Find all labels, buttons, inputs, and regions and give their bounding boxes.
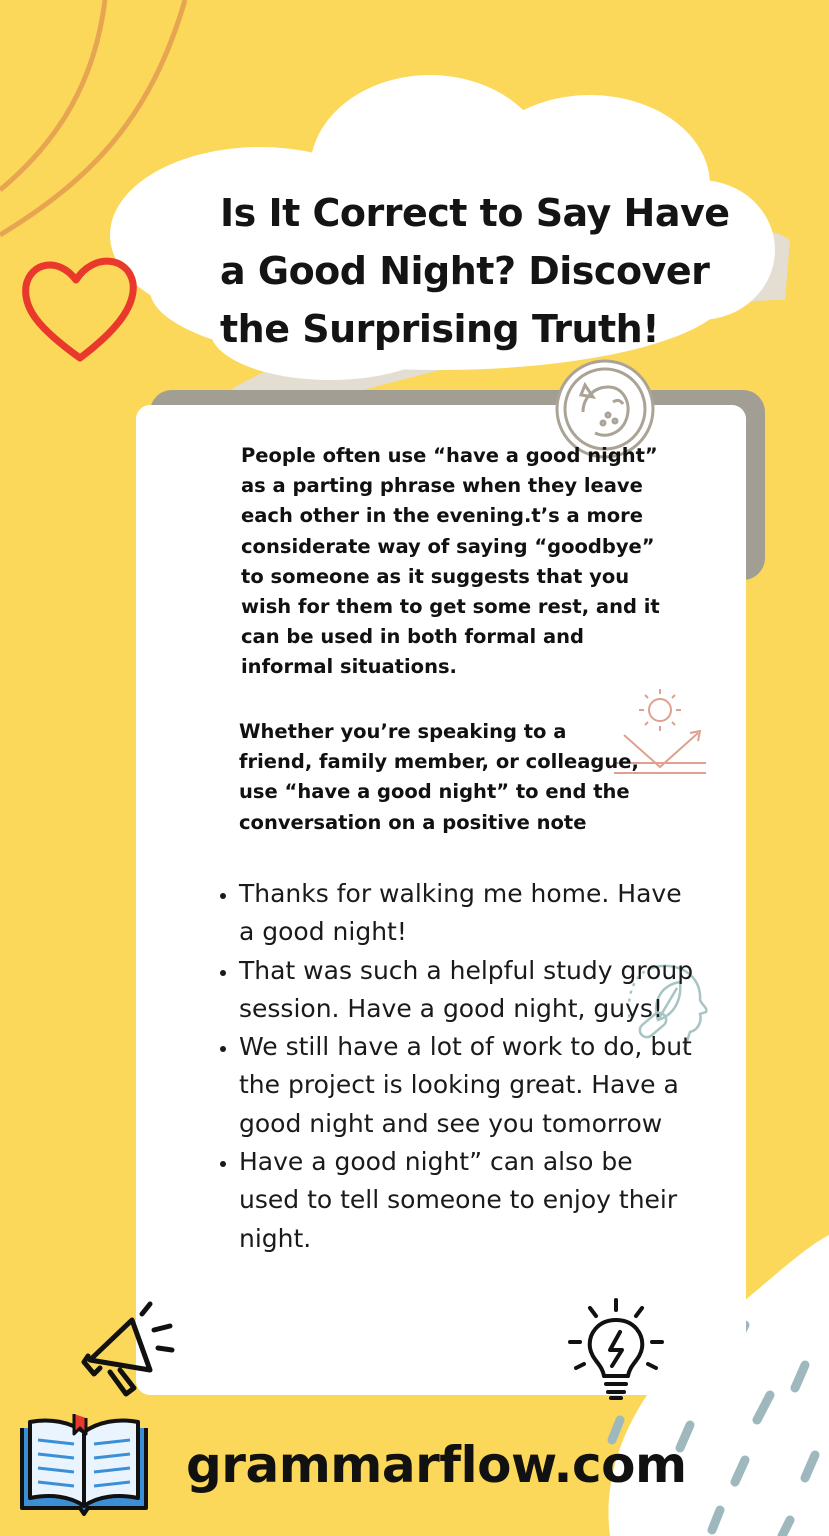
open-book-icon bbox=[14, 1410, 154, 1520]
example-item-1: • Thanks for walking me home. Have a good night! bbox=[239, 875, 699, 952]
examples-list bbox=[205, 875, 699, 1258]
example-item-3: • We still have a lot of work to do, but the project is looking great. Have a good night and see you tomorrow bbox=[239, 1028, 699, 1143]
second-paragraph: Whether you’re speaking to a friend, family member, or colleague, use “have a good night” to end the conversation on a positive note bbox=[239, 720, 639, 834]
footer-site-link[interactable]: grammarflow.com bbox=[186, 1436, 687, 1494]
intro-paragraph: People often use “have a good night” as a parting phrase when they leave each other in the evening.t’s a more considerate way of saying “goodbye” to someone as it suggests that you wish for them to get some rest, and it can be used in both formal and informal situations. bbox=[241, 444, 660, 679]
megaphone-icon bbox=[80, 1300, 180, 1400]
page-title: Is It Correct to Say Have a Good Night? Discover the Surprising Truth! bbox=[220, 191, 730, 351]
lightbulb-icon bbox=[566, 1298, 666, 1408]
heart-icon bbox=[18, 248, 148, 368]
example-item-4: • Have a good night” can also be used to tell someone to enjoy their night. bbox=[239, 1143, 699, 1258]
example-item-2: • That was such a helpful study group session. Have a good night, guys! bbox=[239, 952, 699, 1029]
decor-curve-line-2 bbox=[0, 0, 105, 190]
